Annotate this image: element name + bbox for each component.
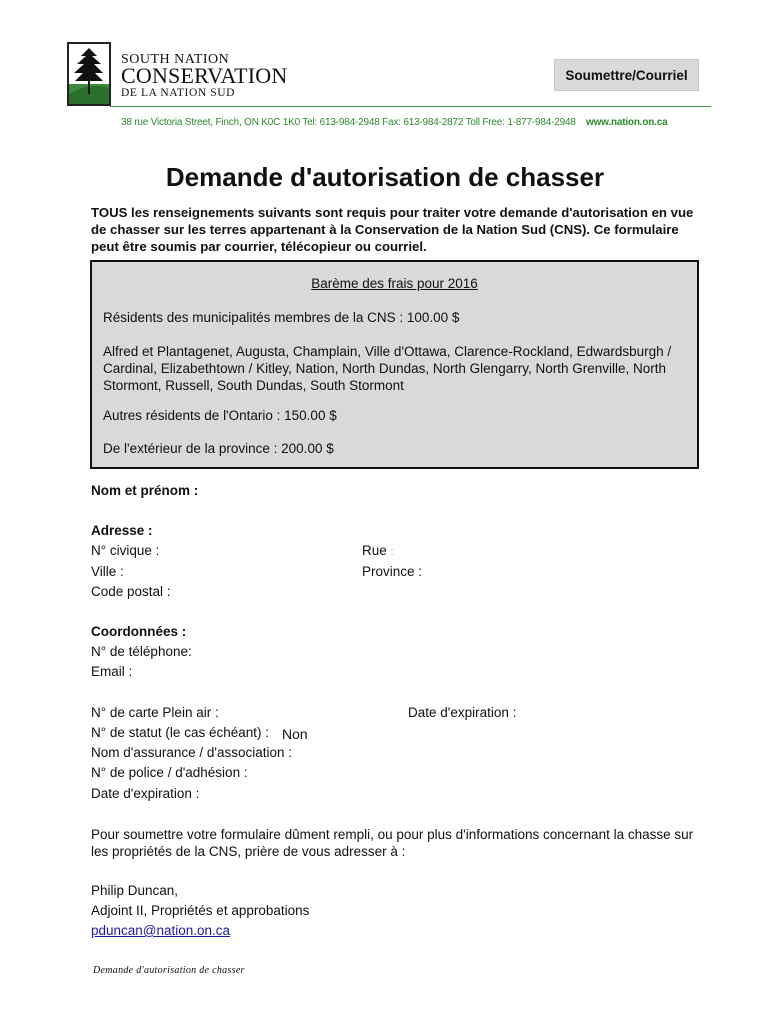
postal-code-label: Code postal :	[91, 584, 171, 599]
org-name-line2: CONSERVATION	[121, 63, 288, 88]
fee-outside-province: De l'extérieur de la province : 200.00 $	[103, 441, 334, 456]
civic-number-label: N° civique :	[91, 543, 160, 558]
email-label: Email :	[91, 664, 133, 679]
street-label	[362, 543, 394, 558]
page-title: Demande d'autorisation de chasser	[165, 162, 605, 192]
status-number-label: N° de statut (le cas échéant) :	[91, 725, 269, 740]
street-label-colon: :	[390, 546, 394, 558]
card-expiry-label: Date d'expiration :	[408, 705, 517, 720]
contact-email-link[interactable]: pduncan@nation.on.ca	[91, 923, 231, 938]
address-heading: Adresse :	[91, 523, 153, 538]
street-label-text: Rue	[362, 543, 387, 558]
fee-schedule-title: Barème des frais pour 2016	[311, 276, 478, 291]
fee-municipalities-list: Alfred et Plantagenet, Augusta, Champlain, Ville d'Ottawa, Clarence-Rockland, Edwardsburgh / Cardinal, Elizabethtown / Kitley, Nation, North Dundas, North Glengarry, North Grenville, North Stormont, Russell, South Dundas, South Stormont	[103, 344, 672, 393]
page-footer: Demande d'autorisation de chasser	[93, 965, 245, 976]
address-line	[121, 117, 667, 128]
fee-schedule-box	[90, 260, 699, 469]
org-name-line1: SOUTH NATION	[121, 52, 230, 67]
contact-name: Philip Duncan,	[91, 883, 179, 898]
insurance-label: Nom d'assurance / d'association :	[91, 745, 293, 760]
submit-email-button[interactable]: Soumettre/Courriel	[554, 59, 699, 91]
header-divider	[110, 106, 711, 107]
city-label: Ville :	[91, 564, 124, 579]
policy-expiry-label: Date d'expiration :	[91, 786, 200, 801]
fee-members: Résidents des municipalités membres de la CNS : 100.00 $	[103, 310, 460, 325]
intro-text: TOUS les renseignements suivants sont requis pour traiter votre demande d'autorisation en vue de chasser sur les terres appartenant à la Conservation de la Nation Sud (CNS). Ce formulaire peut être soumis par courrier, télécopieur ou courriel.	[91, 205, 694, 254]
fee-ontario: Autres résidents de l'Ontario : 150.00 $	[103, 408, 337, 423]
policy-number-label: N° de police / d'adhésion :	[91, 765, 248, 780]
address-text: 38 rue Victoria Street, Finch, ON K0C 1K0 Tel: 613-984-2948 Fax: 613-984-2872 Toll Free: 1-877-984-2948	[121, 117, 576, 128]
org-name-line3: DE LA NATION SUD	[121, 87, 236, 99]
name-label: Nom et prénom :	[91, 483, 199, 498]
phone-label: N° de téléphone:	[91, 644, 192, 659]
contact-title: Adjoint II, Propriétés et approbations	[91, 903, 310, 918]
pine-tree-logo-icon	[67, 42, 111, 106]
website-link[interactable]: www.nation.on.ca	[586, 117, 668, 128]
outdoors-card-label: N° de carte Plein air :	[91, 705, 219, 720]
status-number-value[interactable]: Non	[282, 726, 308, 742]
contact-heading: Coordonnées :	[91, 624, 187, 639]
province-label: Province :	[362, 564, 423, 579]
closing-text: Pour soumettre votre formulaire dûment rempli, ou pour plus d'informations concernant la chasse sur les propriétés de la CNS, prière de vous adresser à :	[91, 827, 694, 859]
